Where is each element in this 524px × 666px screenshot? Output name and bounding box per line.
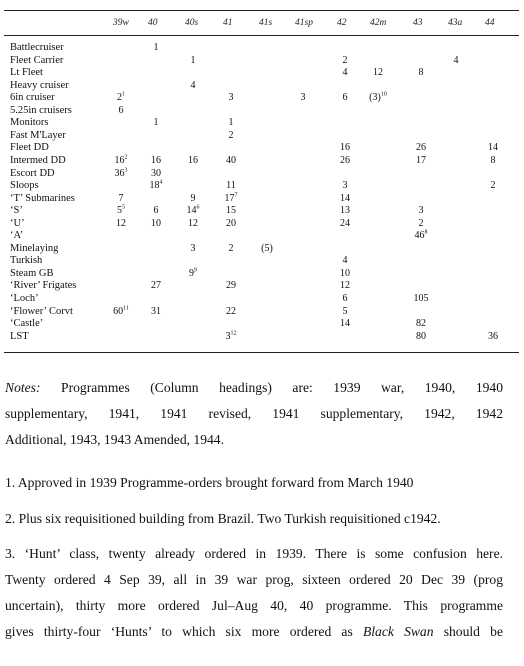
note-2-text: 2. Plus six requisitioned building from Brazil. Two Turkish requisitioned c1942. — [5, 511, 441, 526]
table-cell: 2 — [418, 217, 424, 229]
row-label: Intermed DD — [10, 154, 66, 166]
footnote-marker: 3 — [124, 167, 128, 174]
table-cell: 4 — [190, 79, 196, 91]
table-cell: 3 — [228, 92, 234, 104]
note-1-text: 1. Approved in 1939 Programme-orders brought forward from March 1940 — [5, 475, 414, 490]
table-cell: 4 — [342, 255, 348, 267]
table-cell: 22 — [226, 305, 236, 317]
table-cell: 3 — [300, 92, 306, 104]
row-label: 6in cruiser — [10, 92, 55, 104]
table-cell: 13 — [340, 205, 350, 217]
table-cell: $16^2$ — [114, 154, 128, 166]
footnote-marker: 1 — [122, 91, 125, 98]
notes-intro-line-1 — [5, 375, 503, 401]
column-header-41: 41 — [223, 18, 233, 28]
table-cell: 16 — [151, 154, 161, 166]
table-cell: 6 — [153, 205, 159, 217]
table-cell: 24 — [340, 217, 350, 229]
table-cell: 80 — [416, 330, 426, 342]
table-cell: 4 — [342, 67, 348, 79]
notes-intro — [5, 375, 503, 453]
table-cell: 14 — [488, 142, 498, 154]
table-cell: 26 — [416, 142, 426, 154]
row-label: Steam GB — [10, 267, 54, 279]
note-1 — [5, 470, 503, 496]
table-cell: 2 — [228, 129, 234, 141]
note-3-line-2: Twenty ordered 4 Sep 39, all in 39 war prog, sixteen ordered 20 Dec 39 (prog — [5, 572, 503, 587]
note-2 — [5, 506, 503, 532]
row-label: ‘Flower’ Corvt — [10, 305, 73, 317]
table-cell: 10 — [340, 267, 350, 279]
row-label: Sloops — [10, 180, 39, 192]
footnote-marker: 4 — [159, 179, 163, 186]
notes-intro-line-3: Additional, 1943, 1943 Amended, 1944. — [5, 432, 224, 447]
footnote-marker: 5 — [122, 204, 125, 211]
table-cell: 9 — [190, 192, 196, 204]
row-label: LST — [10, 330, 29, 342]
ship-class-name: Black Swan — [362, 624, 434, 639]
table-cell: 29 — [226, 280, 236, 292]
table-bottom-rule — [4, 352, 519, 353]
footnote-marker: 9 — [194, 267, 197, 274]
table-cell: 36 — [488, 330, 498, 342]
table-cell: $(3)^{10}$ — [369, 91, 387, 104]
table-cell: 6 — [342, 92, 348, 104]
note-3-line-3: uncertain), thirty more ordered Jul–Aug 40, 40 programme. This programme — [5, 598, 503, 613]
row-label: Fleet Carrier — [10, 54, 64, 66]
table-cell: 3 — [418, 205, 424, 217]
table-cell: 6 — [342, 293, 348, 304]
row-label: Monitors — [10, 117, 49, 129]
footnote-marker: 11 — [123, 305, 129, 312]
row-label: ‘River’ Frigates — [10, 280, 77, 292]
footnote-marker: 12 — [230, 330, 237, 337]
row-label: ‘S’ — [10, 205, 23, 217]
column-header-39w: 39w — [113, 18, 129, 28]
row-label: Turkish — [10, 255, 43, 267]
table-cell: 10 — [151, 217, 161, 229]
row-label: ‘Loch’ — [10, 293, 39, 304]
table-cell: $14^6$ — [186, 204, 200, 217]
row-label: ‘Castle’ — [10, 318, 44, 330]
table-cell: 2 — [490, 180, 496, 192]
column-header-44: 44 — [485, 18, 495, 28]
table-cell: 12 — [340, 280, 350, 292]
column-header-41sp: 41sp — [295, 18, 313, 28]
table-cell: 12 — [373, 67, 383, 79]
row-label: Fast M'Layer — [10, 129, 66, 141]
table-cell: 1 — [190, 54, 196, 66]
table-cell: $36^3$ — [114, 167, 128, 179]
table-cell: 40 — [226, 154, 236, 166]
table-cell: 1 — [228, 117, 234, 129]
table-cell: 17 — [416, 154, 426, 166]
table-cell: 12 — [188, 217, 198, 229]
table-cell: $18^4$ — [149, 179, 163, 192]
table-cell: 5 — [342, 305, 348, 317]
column-header-43: 43 — [413, 18, 423, 28]
column-header-42: 42 — [337, 18, 347, 28]
table-cell: 7 — [118, 192, 124, 204]
table-cell: 16 — [340, 142, 350, 154]
table-cell: $60^{11}$ — [113, 305, 129, 317]
footnote-marker: 2 — [124, 154, 128, 161]
table-cell: 3 — [342, 180, 348, 192]
column-header-40: 40 — [148, 18, 158, 28]
table-cell: $17^7$ — [224, 192, 238, 204]
table-cell: 1 — [153, 117, 159, 129]
footnote-marker: 8 — [424, 229, 428, 236]
column-header-42m: 42m — [370, 18, 387, 28]
table-cell: 105 — [413, 293, 429, 304]
table-cell: $2^1$ — [117, 91, 125, 104]
table-cell: $3^{12}$ — [225, 330, 237, 342]
table-cell: 15 — [226, 205, 236, 217]
note-3-line-4-end: should be — [433, 624, 503, 639]
notes-intro-line-2: supplementary, 1941, 1941 revised, 1941 supplementary, 1942, 1942 — [5, 406, 503, 421]
footnote-marker: 6 — [196, 204, 200, 211]
column-header-43a: 43a — [448, 18, 463, 28]
row-label: Battlecruiser — [10, 42, 64, 53]
note-3-line-4-text: gives thirty-four ‘Hunts’ to which six more ordered as — [5, 624, 363, 639]
table-cell: 14 — [340, 318, 350, 330]
table-cell: (5) — [261, 242, 273, 254]
footnote-marker: 10 — [380, 91, 387, 98]
row-label: Minelaying — [10, 242, 59, 254]
row-label: Heavy cruiser — [10, 79, 69, 91]
table-cell: 26 — [340, 154, 350, 166]
note-3-line-4 — [5, 619, 503, 645]
table-cell: 12 — [116, 217, 126, 229]
table-cell: $46^8$ — [414, 229, 428, 242]
table-cell: 3 — [190, 242, 196, 254]
row-label: ‘T’ Submarines — [10, 192, 75, 204]
table-cell: 16 — [188, 154, 198, 166]
table-cell: 31 — [151, 305, 161, 317]
row-label: 5.25in cruisers — [10, 104, 72, 116]
row-label: ‘A’ — [10, 230, 24, 242]
row-label: Escort DD — [10, 167, 55, 179]
table-top-rule — [4, 10, 519, 11]
column-header-40s: 40s — [185, 18, 199, 28]
row-label: Lt Fleet — [10, 67, 43, 79]
note-3-line-1: 3. ‘Hunt’ class, twenty already ordered in 1939. There is some confusion here. — [5, 546, 503, 561]
table-cell: 82 — [416, 318, 426, 330]
table-cell: 8 — [418, 67, 424, 79]
note-3 — [5, 541, 503, 645]
table-cell: $5^5$ — [117, 204, 125, 217]
row-label: ‘U’ — [10, 217, 25, 229]
notes-intro-text-1: Programmes (Column headings) are: 1939 war, 1940, 1940 — [61, 380, 504, 395]
table-cell: $9^9$ — [189, 267, 197, 279]
table-cell: 4 — [453, 54, 459, 66]
table-cell: 27 — [151, 280, 161, 292]
column-header-41s: 41s — [259, 18, 273, 28]
table-cell: 2 — [228, 242, 234, 254]
notes-label: Notes: — [5, 380, 41, 395]
table-cell: 14 — [340, 192, 350, 204]
table-cell: 6 — [118, 104, 124, 116]
table-cell: 11 — [226, 180, 236, 192]
footnote-marker: 7 — [234, 192, 238, 199]
table-cell: 2 — [342, 54, 348, 66]
table-cell: 1 — [153, 42, 159, 53]
table-cell: 30 — [151, 167, 161, 179]
table-header-rule — [4, 35, 519, 36]
table-cell: 20 — [226, 217, 236, 229]
table-cell: 8 — [490, 154, 496, 166]
row-label: Fleet DD — [10, 142, 49, 154]
